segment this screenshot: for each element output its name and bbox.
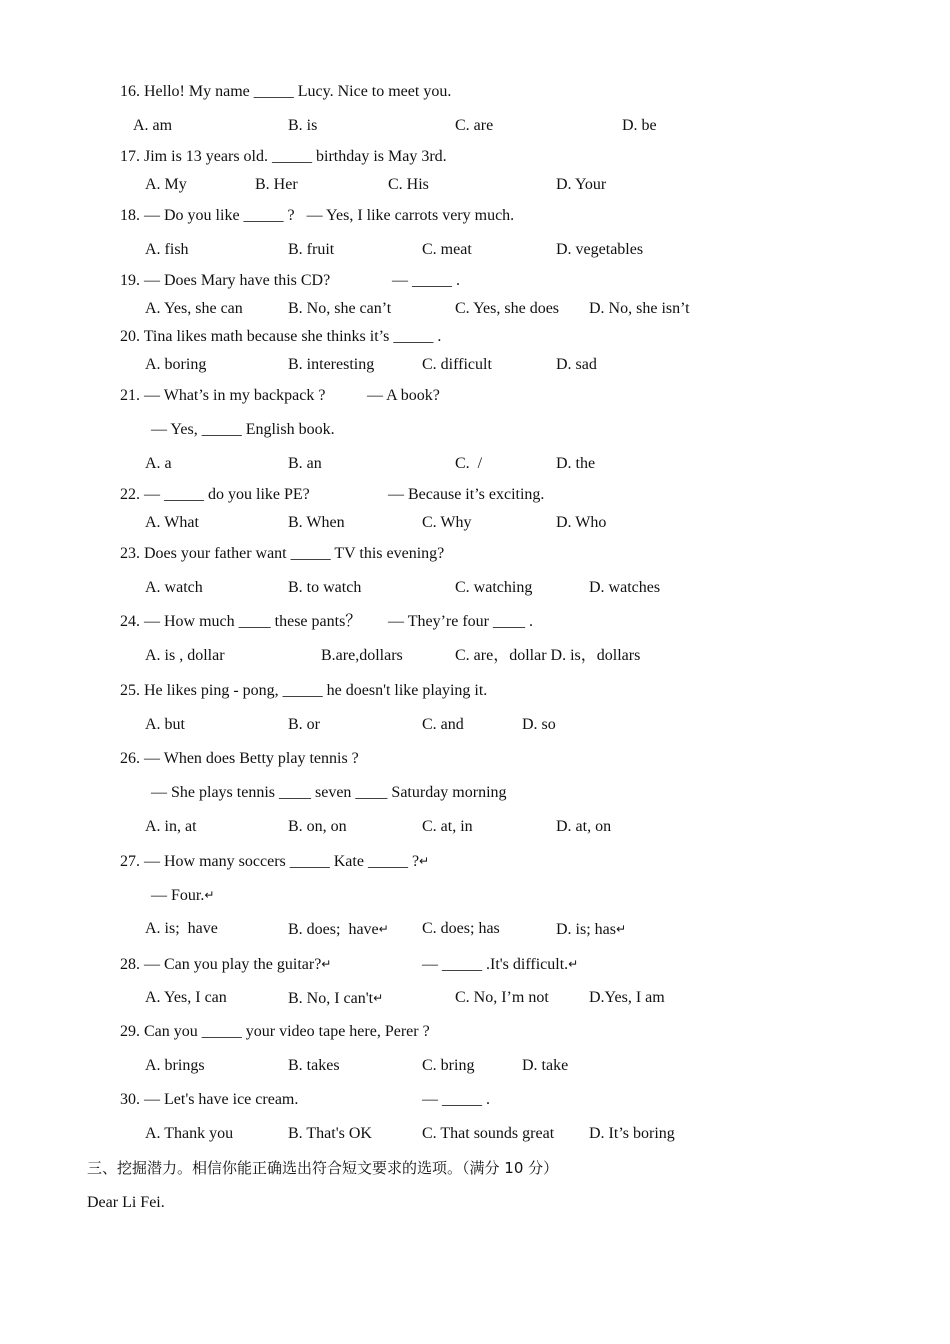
- question-line2: — Four.↵: [151, 887, 215, 904]
- option-a: A. Thank you: [145, 1125, 234, 1142]
- option-a: A. am: [133, 117, 173, 134]
- option-b: B. an: [288, 455, 322, 472]
- option-c: C. and: [422, 716, 464, 733]
- option-a: A. Yes, I can: [145, 989, 227, 1006]
- option-c: C. are: [455, 117, 494, 134]
- option-d: D. so: [522, 716, 556, 733]
- question-stem: 26. — When does Betty play tennis ?: [120, 750, 359, 767]
- question-stem: 23. Does your father want _____ TV this evening?: [120, 545, 445, 562]
- option-a: A. What: [145, 514, 199, 531]
- option-d: D. the: [556, 455, 596, 472]
- question-stem: 22. — _____ do you like PE?: [120, 486, 310, 503]
- question-response: — _____ .: [422, 1091, 490, 1108]
- option-d: D. is; has↵: [556, 921, 627, 938]
- option-a: A. My: [145, 176, 187, 193]
- option-b: B. to watch: [288, 579, 362, 596]
- option-d: D. vegetables: [556, 241, 644, 258]
- option-d: D. No, she isn’t: [589, 300, 690, 317]
- question-response: — Because it’s exciting.: [388, 486, 545, 503]
- option-b: B. fruit: [288, 241, 335, 258]
- question-stem: 16. Hello! My name _____ Lucy. Nice to meet you.: [120, 83, 452, 100]
- option-a: A. brings: [145, 1057, 205, 1074]
- option-b: B. That's OK: [288, 1125, 372, 1142]
- option-d: D. It’s boring: [589, 1125, 675, 1142]
- option-c: C. Why: [422, 514, 472, 531]
- option-b: B. When: [288, 514, 345, 531]
- question-stem: 29. Can you _____ your video tape here, Perer ?: [120, 1023, 430, 1040]
- option-a: A. Yes, she can: [145, 300, 243, 317]
- option-a: A. watch: [145, 579, 203, 596]
- question-stem: 24. — How much ____ these pants？: [120, 613, 362, 630]
- question-response: — _____ .It's difficult.↵: [422, 956, 579, 973]
- option-b: B. or: [288, 716, 320, 733]
- option-d: D. Your: [556, 176, 607, 193]
- option-b: B.are,dollars: [321, 647, 403, 664]
- question-stem: 21. — What’s in my backpack ?: [120, 387, 326, 404]
- return-mark-icon: ↵: [616, 922, 627, 936]
- option-c: C. watching: [455, 579, 533, 596]
- option-c: C. meat: [422, 241, 472, 258]
- option-d: D. sad: [556, 356, 597, 373]
- option-b: B. Her: [255, 176, 298, 193]
- question-stem: 25. He likes ping - pong, _____ he doesn't like playing it.: [120, 682, 488, 699]
- question-line2: — She plays tennis ____ seven ____ Saturday morning: [151, 784, 507, 801]
- section-heading: 三、挖掘潜力。相信你能正确选出符合短文要求的选项。（满分 10 分）: [87, 1159, 559, 1177]
- option-c: C. difficult: [422, 356, 492, 373]
- option-c: C. bring: [422, 1057, 475, 1074]
- option-a: A. fish: [145, 241, 189, 258]
- option-a: A. in, at: [145, 818, 197, 835]
- return-mark-icon: ↵: [321, 957, 332, 971]
- option-c: C. Yes, she does: [455, 300, 560, 317]
- option-c: C. does; has: [422, 920, 500, 937]
- option-d: D. Who: [556, 514, 607, 531]
- option-a: A. is , dollar: [145, 647, 225, 664]
- question-stem: 20. Tina likes math because she thinks it’s _____ .: [120, 328, 442, 345]
- option-a: A. is; have: [145, 920, 218, 937]
- option-b: B. on, on: [288, 818, 347, 835]
- question-response: — They’re four ____ .: [388, 613, 533, 630]
- question-response: — A book?: [367, 387, 440, 404]
- question-stem: 28. — Can you play the guitar?↵: [120, 956, 332, 973]
- option-c: C. No, I’m not: [455, 989, 549, 1006]
- option-c: C. That sounds great: [422, 1125, 555, 1142]
- option-d: D. take: [522, 1057, 569, 1074]
- question-stem: 17. Jim is 13 years old. _____ birthday is May 3rd.: [120, 148, 447, 165]
- option-d: D. watches: [589, 579, 661, 596]
- option-a: A. a: [145, 455, 172, 472]
- option-c: C. /: [455, 455, 483, 472]
- return-mark-icon: ↵: [568, 957, 579, 971]
- option-b: B. does; have↵: [288, 921, 389, 938]
- option-d: D.Yes, I am: [589, 989, 665, 1006]
- option-b: B. interesting: [288, 356, 375, 373]
- option-b: B. takes: [288, 1057, 340, 1074]
- question-stem: 19. — Does Mary have this CD?: [120, 272, 331, 289]
- question-response: — _____ .: [392, 272, 460, 289]
- option-c: C. at, in: [422, 818, 473, 835]
- return-mark-icon: ↵: [204, 888, 215, 902]
- question-stem: 30. — Let's have ice cream.: [120, 1091, 299, 1108]
- return-mark-icon: ↵: [378, 922, 389, 936]
- option-b: B. No, she can’t: [288, 300, 392, 317]
- letter-greeting: Dear Li Fei.: [87, 1194, 165, 1211]
- question-stem: 18. — Do you like _____ ? — Yes, I like carrots very much.: [120, 207, 515, 224]
- option-d: D. at, on: [556, 818, 612, 835]
- question-line2: — Yes, _____ English book.: [151, 421, 335, 438]
- return-mark-icon: ↵: [373, 991, 384, 1005]
- option-c-d: C. are，dollar D. is，dollars: [455, 647, 641, 664]
- option-a: A. but: [145, 716, 185, 733]
- option-d: D. be: [622, 117, 657, 134]
- option-c: C. His: [388, 176, 429, 193]
- question-stem: 27. — How many soccers _____ Kate _____ ?↵: [120, 853, 430, 870]
- option-b: B. is: [288, 117, 318, 134]
- return-mark-icon: ↵: [419, 854, 430, 868]
- option-a: A. boring: [145, 356, 207, 373]
- option-b: B. No, I can't↵: [288, 990, 384, 1007]
